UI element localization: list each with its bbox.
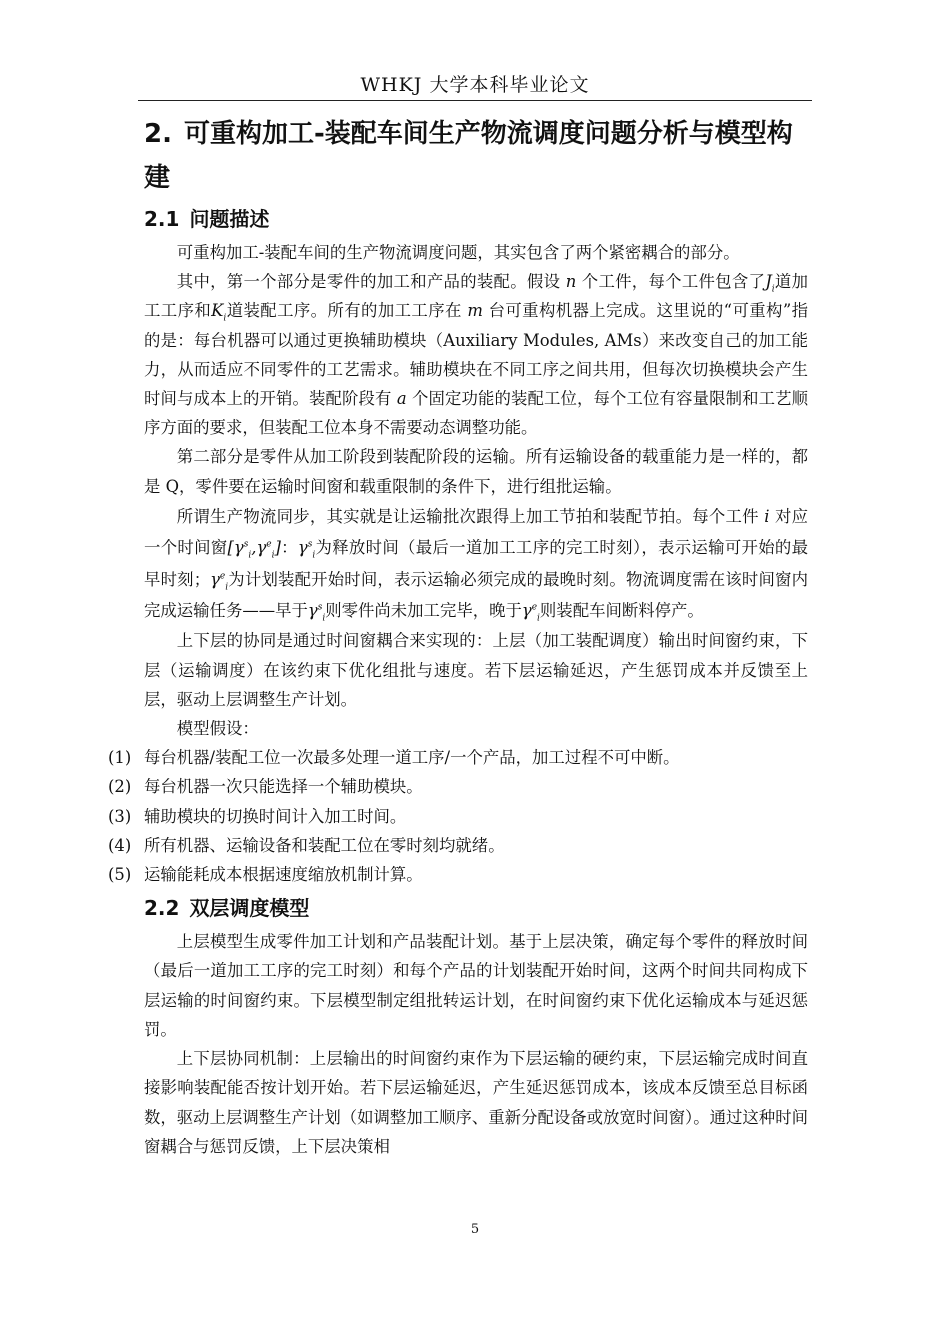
page-body — [108, 112, 809, 1161]
assumption-item — [108, 802, 808, 831]
text-run: 道装配工序。所有的加工工序在 — [226, 301, 468, 321]
paragraph-intro: 可重构加工-装配车间的生产物流调度问题，其实包含了两个紧密耦合的部分。 — [176, 243, 740, 262]
text-run: 所谓生产物流同步，其实就是让运输批次跟得上加工节拍和装配节拍。每个工件 — [176, 506, 765, 526]
paragraph-coordination-mechanism: 上下层协同机制：上层输出的时间窗约束作为下层运输的硬约束，下层运输完成时间直接影响装配能否按计划开始。若下层运输延迟，产生延迟惩罚成本，该成本反馈至总目标函数，驱动上层调整生产计划（如调整加工顺序、重新分配设备或放宽时间窗）。通过这种时间窗耦合与惩罚反馈，上下层决策相 — [144, 1049, 808, 1156]
assumption-text: 辅助模块的切换时间计入加工时间。 — [144, 806, 407, 826]
gamma-s-i: $\gamma^s_i$ — [297, 538, 316, 561]
gamma-e-i: $\gamma^e_i$ — [521, 601, 540, 624]
section-title: 双层调度模型 — [189, 896, 310, 921]
gamma-e-i: $\gamma^e_i$ — [210, 569, 229, 592]
assumption-item — [108, 860, 808, 889]
text-run: 个固定功能的装配工位，每个工位有容量限制和工艺顺序方面的要求，但装配工位本身不需要动态调整功能。 — [144, 389, 808, 438]
paragraph-machining-assembly — [144, 267, 808, 442]
var-i: i — [764, 506, 770, 526]
paragraph-bilevel-model: 上层模型生成零件加工计划和产品装配计划。基于上层决策，确定每个零件的释放时间（最后一道加工工序的完工时刻）和每个产品的计划装配开始时间，这两个时间共同构成下层运输的时间窗约束。下层模型制定组批转运计划，在时间窗约束下优化运输成本与延迟惩罚。 — [144, 932, 808, 1039]
chapter-title: 可重构加工-装配车间生产物流调度问题分析与模型构建 — [144, 119, 793, 193]
section-heading-2-2 — [144, 889, 808, 927]
assumption-text: 每台机器一次只能选择一个辅助模块。 — [144, 777, 423, 797]
assumption-number: (5) — [108, 865, 132, 885]
var-a: a — [396, 389, 407, 409]
text-run: 个工件，每个工件包含了 — [576, 272, 766, 292]
assumptions-title: 模型假设： — [176, 719, 259, 739]
assumption-number: (3) — [108, 806, 132, 826]
paragraph-transport: 第二部分是零件从加工阶段到装配阶段的运输。所有运输设备的载重能力是一样的，都是 Q，零件要在运输时间窗和载重限制的条件下，进行组批运输。 — [144, 447, 808, 496]
assumption-item — [108, 743, 808, 772]
time-window-formula: $[\gamma^s_i,\gamma^e_i]$ — [227, 538, 281, 561]
text-run: 为释放时间（最后一道加工工序的完工时刻），表示运输可开始的最早时刻； — [144, 538, 809, 589]
assumption-number: (1) — [108, 748, 132, 768]
page-number: 5 — [470, 1222, 480, 1237]
var-m: m — [467, 301, 483, 321]
assumption-item — [108, 772, 808, 801]
paragraph-synchronization: 所谓生产物流同步，其实就是让运输批次跟得上加工节拍和装配节拍。每个工件 i 对应一个时间窗$[\gamma^s_i,\gamma^e_i]$：$\gamma^s_i$为释放时间（最后一道加工工序的完工时刻），表示运输可开始的最早时刻；$\gamma^e_i$为计划装配开始时间，表示运输必须完成的最晚时刻。物流调度需在该时间窗内完成运输任务——早于$\gamma^s_i$则零件尚未加工完毕，晚于$\gamma^e_i$则装配车间断料停产。 — [144, 506, 809, 624]
text-run: 为计划装配开始时间，表示运输必须完成的最晚时刻。物流调度需在该时间窗内完成运输任务——早于 — [144, 569, 809, 621]
assumption-text: 运输能耗成本根据速度缩放机制计算。 — [144, 865, 423, 885]
assumption-text: 每台机器/装配工位一次最多处理一道工序/一个产品，加工过程不可中断。 — [144, 748, 680, 768]
text-run: 其中，第一个部分是零件的加工和产品的装配。假设 — [176, 272, 566, 292]
section-number: 2.2 — [144, 896, 180, 921]
text-run: 则零件尚未加工完毕，晚于 — [325, 601, 522, 621]
section-title: 问题描述 — [189, 207, 270, 231]
chapter-heading — [144, 112, 808, 200]
text-run: 台可重构机器上完成。这里说的“可重构”指的是：每台机器可以通过更换辅助模块（Auxiliary Modules, AMs）来改变自己的加工能力，从而适应不同零件的工艺需求。辅助模块在不同工序之间共用，但每次切换模块会产生时间与成本上的开销。装配阶段有 — [144, 301, 808, 409]
assumption-item — [108, 831, 808, 860]
var-K-i: $K_i$ — [211, 301, 227, 324]
section-heading-2-1 — [144, 200, 808, 238]
section-number: 2.1 — [144, 207, 180, 231]
gamma-s-i: $\gamma^s_i$ — [307, 601, 326, 624]
chapter-number: 2. — [144, 119, 172, 149]
header-rule — [138, 100, 812, 101]
running-header: WHKJ 大学本科毕业论文 — [360, 74, 590, 96]
assumption-number: (2) — [108, 777, 132, 797]
paragraph-coordination: 上下层的协同是通过时间窗耦合来实现的：上层（加工装配调度）输出时间窗约束，下层（运输调度）在该约束下优化组批与速度。若下层运输延迟，产生惩罚成本并反馈至上层，驱动上层调整生产计划。 — [144, 631, 808, 709]
var-n: n — [565, 272, 577, 292]
assumption-text: 所有机器、运输设备和装配工位在零时刻均就绪。 — [144, 835, 505, 855]
assumptions-list — [108, 743, 808, 889]
assumption-number: (4) — [108, 835, 132, 855]
text-run: 则装配车间断料停产。 — [539, 601, 704, 621]
var-J-i: $J_i$ — [765, 272, 775, 295]
text-run: 对应一个时间窗 — [144, 506, 808, 558]
text-run: 道加工工序和 — [144, 272, 808, 321]
